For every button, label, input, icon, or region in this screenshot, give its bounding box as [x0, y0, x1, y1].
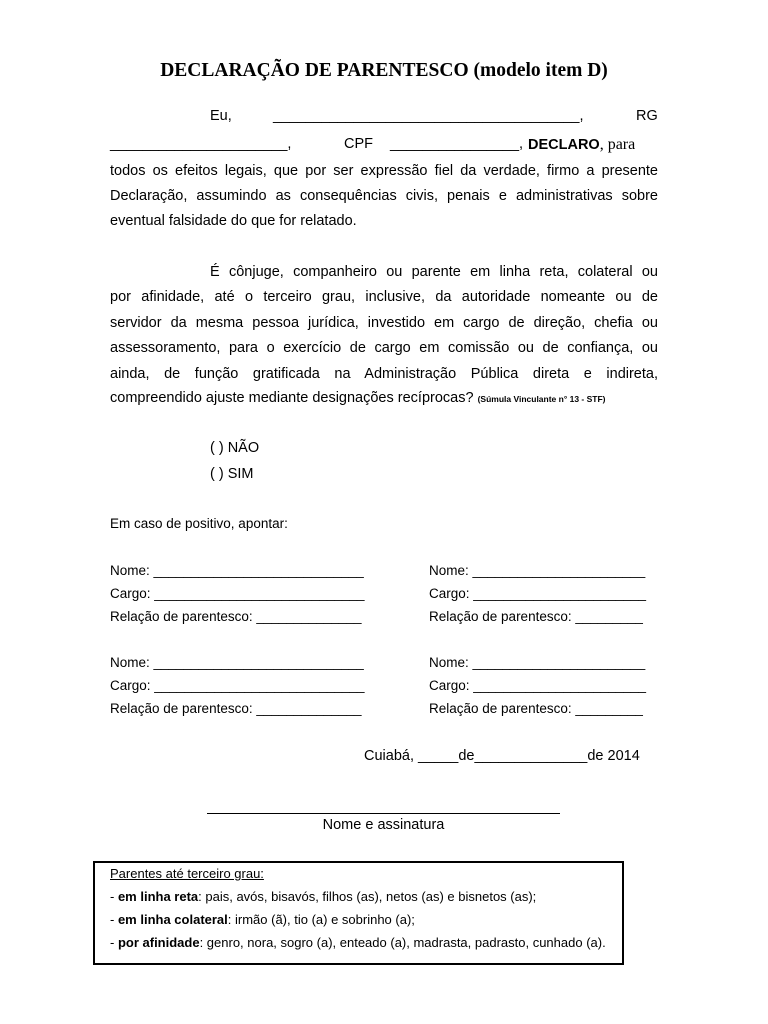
- option-sim[interactable]: ( ) SIM: [210, 466, 254, 482]
- legend-afinidade: [110, 934, 606, 951]
- relative-3-cargo[interactable]: Cargo: ____________________________: [110, 678, 365, 693]
- relative-4-relacao[interactable]: Relação de parentesco: _________: [429, 701, 643, 716]
- signature-label: Nome e assinatura: [322, 817, 445, 833]
- intro-para: , para: [599, 136, 636, 153]
- rg-blank[interactable]: ______________________,: [110, 136, 292, 152]
- legend-dash: -: [110, 935, 118, 950]
- intro-rg: RG: [636, 108, 658, 124]
- relative-2-cargo[interactable]: Cargo: _______________________: [429, 586, 646, 601]
- relative-4-nome[interactable]: Nome: _______________________: [429, 655, 646, 670]
- intro-line-4: Declaração, assumindo as consequências civis, penais e administrativas sobre: [110, 188, 658, 204]
- legend-colateral-text: : irmão (ã), tio (a) e sobrinho (a);: [227, 912, 415, 927]
- question-line-6-text: compreendido ajuste mediante designações recíprocas?: [110, 390, 474, 406]
- intro-cpf: CPF: [344, 136, 373, 152]
- legend-colateral: [110, 911, 415, 928]
- intro-declaro-line: [528, 136, 635, 154]
- relative-3-relacao[interactable]: Relação de parentesco: ______________: [110, 701, 362, 716]
- question-line-1: É cônjuge, companheiro ou parente em linha reta, colateral ou: [210, 264, 658, 280]
- legend-colateral-label: em linha colateral: [117, 912, 228, 927]
- legend-heading: Parentes até terceiro grau:: [110, 866, 264, 881]
- positive-label: Em caso de positivo, apontar:: [110, 516, 288, 531]
- legend-reta-label: em linha reta: [117, 889, 199, 904]
- legend-afinidade-text: : genro, nora, sogro (a), enteado (a), madrasta, padrasto, cunhado (a).: [199, 935, 606, 950]
- relative-3-nome[interactable]: Nome: ____________________________: [110, 655, 364, 670]
- question-line-6: [110, 390, 658, 408]
- declaro-word: DECLARO: [528, 137, 600, 153]
- intro-eu: Eu,: [210, 108, 232, 124]
- legend-afinidade-label: por afinidade: [117, 935, 200, 950]
- question-line-4: assessoramento, para o exercício de cargo em comissão ou de confiança, ou: [110, 340, 658, 356]
- relative-4-cargo[interactable]: Cargo: _______________________: [429, 678, 646, 693]
- relative-1-nome[interactable]: Nome: ____________________________: [110, 563, 364, 578]
- intro-line-5: eventual falsidade do que for relatado.: [110, 213, 357, 229]
- cpf-blank[interactable]: ________________,: [390, 136, 524, 152]
- legend-reta: [110, 888, 536, 905]
- page-title: DECLARAÇÃO DE PARENTESCO (modelo item D): [160, 60, 608, 81]
- date-line[interactable]: Cuiabá, _____de______________de 2014: [364, 748, 640, 764]
- name-blank[interactable]: ______________________________________,: [273, 108, 584, 124]
- intro-line-3: todos os efeitos legais, que por ser expressão fiel da verdade, firmo a presente: [110, 163, 658, 179]
- question-line-2: por afinidade, até o terceiro grau, inclusive, da autoridade nomeante ou de: [110, 289, 658, 305]
- legend-reta-text: : pais, avós, bisavós, filhos (as), netos (as) e bisnetos (as);: [198, 889, 537, 904]
- relative-1-relacao[interactable]: Relação de parentesco: ______________: [110, 609, 362, 624]
- question-line-3: servidor da mesma pessoa jurídica, investido em cargo de direção, chefia ou: [110, 315, 658, 331]
- relative-2-nome[interactable]: Nome: _______________________: [429, 563, 646, 578]
- option-nao[interactable]: ( ) NÃO: [210, 440, 260, 456]
- relative-1-cargo[interactable]: Cargo: ____________________________: [110, 586, 365, 601]
- question-line-5: ainda, de função gratificada na Administração Pública direta e indireta,: [110, 366, 658, 382]
- signature-line[interactable]: [207, 813, 560, 814]
- relative-2-relacao[interactable]: Relação de parentesco: _________: [429, 609, 643, 624]
- legend-dash: -: [110, 889, 118, 904]
- sumula-note: (Súmula Vinculante n° 13 - STF): [477, 394, 606, 404]
- legend-dash: -: [110, 912, 118, 927]
